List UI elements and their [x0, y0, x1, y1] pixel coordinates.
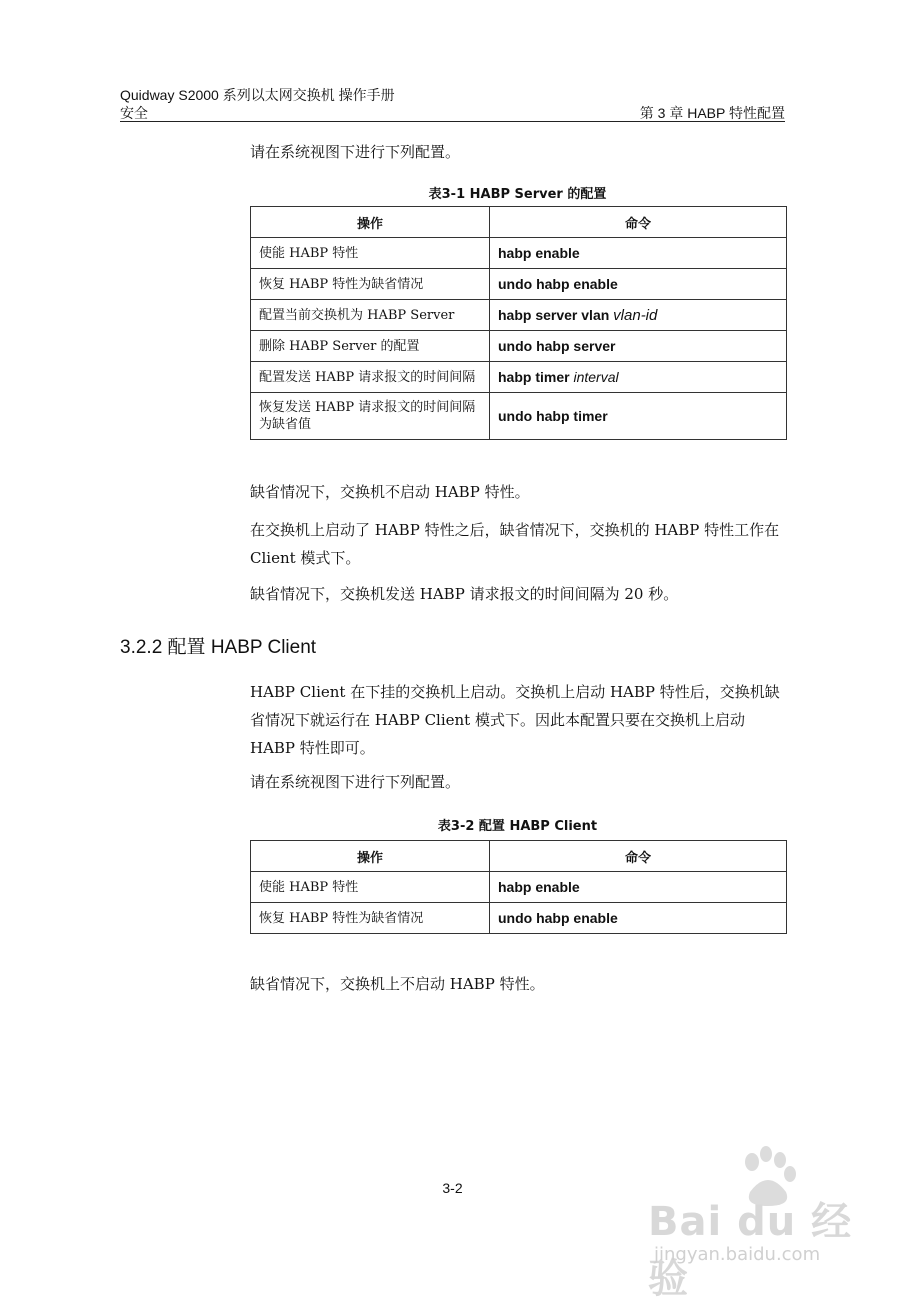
table-row — [251, 903, 787, 934]
op-cell: 配置发送 HABP 请求报文的时间间隔 — [251, 362, 490, 393]
cmd-text: undo habp timer — [498, 408, 608, 424]
client-default-paragraph: 缺省情况下，交换机上不启动 HABP 特性。 — [250, 975, 545, 993]
cmd-text: habp server vlan — [498, 306, 610, 323]
page-number: 3-2 — [442, 1180, 463, 1196]
default-state-paragraph: 缺省情况下，交换机不启动 HABP 特性。 — [250, 483, 530, 501]
timer-default-paragraph: 缺省情况下，交换机发送 HABP 请求报文的时间间隔为 20 秒。 — [250, 585, 679, 603]
op-cell: 使能 HABP 特性 — [251, 872, 490, 903]
table-row — [251, 362, 787, 393]
cmd-arg: interval — [573, 369, 619, 385]
col-command: 命令 — [490, 207, 787, 238]
table-row — [251, 238, 787, 269]
section-title: 3.2.2 配置 HABP Client — [120, 637, 317, 658]
client-mode-paragraph: 在交换机上启动了 HABP 特性之后，缺省情况下，交换机的 HABP 特性工作在 Client 模式下。 — [250, 521, 780, 567]
table-header-row — [251, 841, 787, 872]
op-cell: 删除 HABP Server 的配置 — [251, 331, 490, 362]
cmd-cell: habp enable — [490, 872, 787, 903]
cmd-cell — [490, 393, 787, 440]
cmd-cell — [490, 238, 787, 269]
cmd-text: habp enable — [498, 245, 580, 261]
header-manual-title: Quidway S2000 系列以太网交换机 操作手册 — [120, 87, 395, 103]
table-row — [251, 393, 787, 440]
cmd-text: undo habp enable — [498, 276, 618, 292]
header-chapter: 第 3 章 HABP 特性配置 — [639, 105, 785, 121]
table2-caption: 表3-2 配置 HABP Client — [437, 819, 598, 834]
cmd-cell — [490, 300, 787, 331]
cmd-cell: undo habp enable — [490, 903, 787, 934]
cmd-cell — [490, 331, 787, 362]
header-rule — [120, 121, 785, 122]
op-cell: 恢复发送 HABP 请求报文的时间间隔为缺省值 — [251, 393, 490, 440]
table1-caption: 表3-1 HABP Server 的配置 — [428, 187, 607, 202]
op-cell: 恢复 HABP 特性为缺省情况 — [251, 269, 490, 300]
baidu-watermark — [640, 1140, 880, 1302]
watermark-url: jingyan.baidu.com — [654, 1244, 821, 1265]
header-section-name: 安全 — [120, 105, 148, 121]
cmd-text: undo habp server — [498, 338, 616, 354]
op-cell: 使能 HABP 特性 — [251, 238, 490, 269]
habp-server-table — [250, 206, 787, 440]
table-row — [251, 300, 787, 331]
cmd-cell — [490, 269, 787, 300]
table-row — [251, 872, 787, 903]
col-command: 命令 — [490, 841, 787, 872]
watermark-brand: Bai du 经验 — [648, 1199, 853, 1302]
cmd-text: habp timer — [498, 369, 570, 385]
system-view-paragraph: 请在系统视图下进行下列配置。 — [250, 773, 461, 791]
table-row — [251, 269, 787, 300]
op-cell: 配置当前交换机为 HABP Server — [251, 300, 490, 331]
table-header-row — [251, 207, 787, 238]
cmd-cell — [490, 362, 787, 393]
table-row — [251, 331, 787, 362]
client-description-paragraph: HABP Client 在下挂的交换机上启动。交换机上启动 HABP 特性后，交换机缺省情况下就运行在 HABP Client 模式下。因此本配置只要在交换机上启动 HABP 特性即可。 — [250, 683, 780, 757]
intro-paragraph: 请在系统视图下进行下列配置。 — [250, 143, 461, 161]
col-operation: 操作 — [251, 207, 490, 238]
habp-client-table — [250, 840, 787, 934]
col-operation: 操作 — [251, 841, 490, 872]
cmd-arg: vlan-id — [613, 306, 658, 324]
op-cell: 恢复 HABP 特性为缺省情况 — [251, 903, 490, 934]
